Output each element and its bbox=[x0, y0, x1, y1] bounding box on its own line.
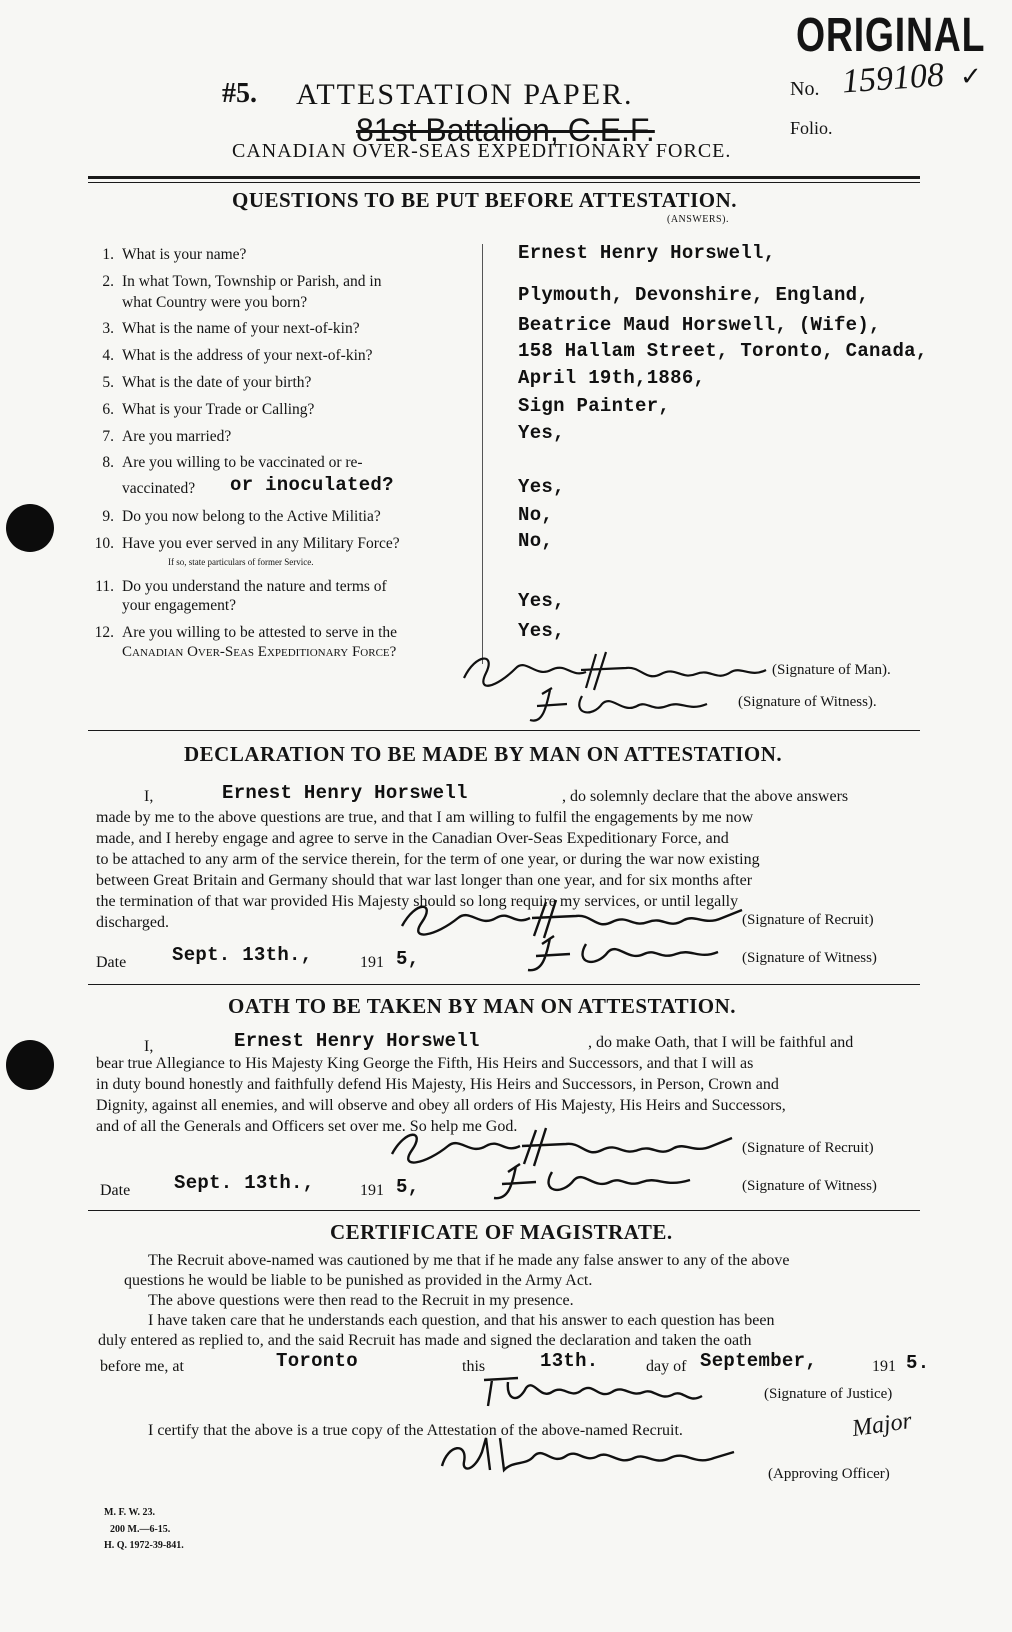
signature-witness-q bbox=[522, 684, 722, 733]
declaration-line: made, and I hereby engage and agree to serve in the Canadian Over-Seas Expeditionary Force, and bbox=[96, 830, 729, 847]
signature-man-label: (Signature of Man). bbox=[772, 662, 891, 678]
certificate-line: I have taken care that he understands each question, and that his answer to each question has been bbox=[148, 1312, 775, 1329]
declaration-i: I, bbox=[144, 788, 154, 805]
answer-served: No, bbox=[518, 530, 554, 552]
header-rule-bottom bbox=[88, 182, 920, 183]
approving-officer-label: (Approving Officer) bbox=[768, 1466, 890, 1482]
question-number: 12. bbox=[94, 624, 114, 641]
question-number: 11. bbox=[95, 578, 114, 595]
question-text: What is the date of your birth? bbox=[122, 374, 312, 391]
declaration-line: to be attached to any arm of the service therein, for the term of one year, or during the war now existing bbox=[96, 851, 760, 868]
header-rule-top bbox=[88, 176, 920, 179]
question-text-cont: vaccinated? bbox=[122, 480, 196, 497]
oath-line: Dignity, against all enemies, and will observe and obey all orders of His Majesty, His Heirs and Successors, bbox=[96, 1097, 786, 1114]
punch-hole-bottom bbox=[6, 1040, 54, 1090]
oath-line1: , do make Oath, that I will be faithful and bbox=[588, 1034, 854, 1051]
question-text: Are you married? bbox=[122, 428, 232, 445]
certificate-day: 13th. bbox=[540, 1350, 599, 1372]
answer-trade: Sign Painter, bbox=[518, 395, 671, 417]
footer-hq-ref: H. Q. 1972-39-841. bbox=[104, 1540, 184, 1551]
declaration-line: the termination of that war provided His Majesty should so long require my services, or until legally bbox=[96, 893, 739, 910]
answer-militia: No, bbox=[518, 504, 554, 526]
signature-witness-oath-label: (Signature of Witness) bbox=[742, 1178, 877, 1194]
certificate-month: September, bbox=[700, 1350, 818, 1372]
question-number: 8. bbox=[102, 454, 114, 471]
answer-vaccinated: Yes, bbox=[518, 476, 565, 498]
declaration-date: Sept. 13th., bbox=[172, 944, 313, 966]
oath-date-label: Date bbox=[100, 1182, 131, 1199]
signature-justice-label: (Signature of Justice) bbox=[764, 1386, 893, 1402]
question-text-cont: what Country were you born? bbox=[122, 294, 308, 311]
punch-hole-top bbox=[6, 504, 54, 552]
typed-inoculated: or inoculated? bbox=[230, 474, 394, 496]
answer-name: Ernest Henry Horswell, bbox=[518, 242, 776, 264]
declaration-date-label: Date bbox=[96, 954, 127, 971]
question-number: 4. bbox=[102, 347, 114, 364]
answers-label: (ANSWERS). bbox=[667, 214, 729, 225]
declaration-name: Ernest Henry Horswell bbox=[222, 782, 468, 804]
question-text: Do you understand the nature and terms of bbox=[122, 578, 387, 595]
question-number: 2. bbox=[102, 273, 114, 290]
check-mark: ✓ bbox=[960, 62, 982, 91]
signature-witness-label: (Signature of Witness). bbox=[738, 694, 877, 710]
folio-label: Folio. bbox=[790, 118, 833, 138]
original-stamp: ORIGINAL bbox=[796, 9, 986, 62]
answer-birth-date: April 19th,1886, bbox=[518, 367, 706, 389]
question-number: 7. bbox=[102, 428, 114, 445]
oath-line: and of all the Generals and Officers set over me. So help me God. bbox=[96, 1118, 518, 1135]
oath-title: OATH TO BE TAKEN BY MAN ON ATTESTATION. bbox=[228, 994, 737, 1018]
section-rule bbox=[88, 984, 920, 985]
certificate-year-prefix: 191 bbox=[872, 1358, 896, 1375]
footer-print-run: 200 M.—6-15. bbox=[110, 1524, 171, 1535]
certificate-year-suffix: 5. bbox=[906, 1352, 930, 1374]
certify-line: I certify that the above is a true copy of the Attestation of the above-named Recruit. bbox=[148, 1422, 683, 1439]
signature-justice bbox=[478, 1370, 718, 1419]
answer-bracket bbox=[482, 244, 483, 664]
certificate-line: questions he would be liable to be punished as provided in the Army Act. bbox=[124, 1272, 593, 1289]
declaration-line: made by me to the above questions are true, and that I am willing to fulfil the engagements by me now bbox=[96, 809, 754, 826]
declaration-title: DECLARATION TO BE MADE BY MAN ON ATTESTATION. bbox=[184, 742, 783, 766]
certificate-line: The above questions were then read to the Recruit in my presence. bbox=[148, 1292, 574, 1309]
signature-recruit-oath-label: (Signature of Recruit) bbox=[742, 1140, 874, 1156]
question-number: 9. bbox=[102, 508, 114, 525]
document-title: ATTESTATION PAPER. bbox=[296, 78, 634, 111]
answer-understand: Yes, bbox=[518, 590, 565, 612]
signature-recruit-label: (Signature of Recruit) bbox=[742, 912, 874, 928]
question-text: What is your name? bbox=[122, 246, 247, 263]
force-title: CANADIAN OVER-SEAS EXPEDITIONARY FORCE. bbox=[232, 140, 732, 162]
question-text: What is the address of your next-of-kin? bbox=[122, 347, 373, 364]
certificate-this: this bbox=[462, 1358, 486, 1375]
certificate-place: Toronto bbox=[276, 1350, 358, 1372]
question-number: 10. bbox=[94, 535, 114, 552]
oath-line: in duty bound honestly and faithfully defend His Majesty, His Heirs and Successors, in Person, Crown and bbox=[96, 1076, 779, 1093]
certificate-line: The Recruit above-named was cautioned by me that if he made any false answer to any of the above bbox=[148, 1252, 790, 1269]
declaration-line1: , do solemnly declare that the above answers bbox=[562, 788, 849, 805]
questions-title: QUESTIONS TO BE PUT BEFORE ATTESTATION. bbox=[232, 188, 737, 212]
oath-line: bear true Allegiance to His Majesty King George the Fifth, His Heirs and Successors, and that I will as bbox=[96, 1055, 754, 1072]
question-text-cont: Canadian Over-Seas Expeditionary Force? bbox=[122, 644, 397, 660]
question-text: Have you ever served in any Military Force? bbox=[122, 535, 400, 552]
officer-rank: Major bbox=[850, 1407, 914, 1443]
certificate-before-me: before me, at bbox=[100, 1358, 184, 1375]
declaration-line: discharged. bbox=[96, 914, 170, 931]
answer-willing: Yes, bbox=[518, 620, 565, 642]
question-text-cont: your engagement? bbox=[122, 597, 237, 614]
section-rule bbox=[88, 1210, 920, 1211]
section-rule bbox=[88, 730, 920, 731]
question-number: 1. bbox=[102, 246, 114, 263]
certificate-title: CERTIFICATE OF MAGISTRATE. bbox=[330, 1220, 673, 1244]
question-number: 6. bbox=[102, 401, 114, 418]
oath-year-prefix: 191 bbox=[360, 1182, 384, 1199]
declaration-line: between Great Britain and Germany should that war last longer than one year, and for six months after bbox=[96, 872, 753, 889]
answer-married: Yes, bbox=[518, 422, 565, 444]
declaration-year-suffix: 5, bbox=[396, 948, 420, 970]
question-number: 3. bbox=[102, 320, 114, 337]
question-text: Are you willing to be attested to serve in the bbox=[122, 624, 398, 641]
footer-form-code: M. F. W. 23. bbox=[104, 1507, 156, 1518]
certificate-line: duly entered as replied to, and the said Recruit has made and signed the declaration and taken the oath bbox=[98, 1332, 752, 1349]
oath-i: I, bbox=[144, 1038, 154, 1055]
number-label: No. bbox=[790, 78, 820, 100]
signature-approving-officer bbox=[434, 1432, 754, 1487]
battalion-stamp: 81st Battalion, C.E.F. bbox=[356, 112, 655, 148]
question-text: Are you willing to be vaccinated or re- bbox=[122, 454, 363, 471]
question-text: What is your Trade or Calling? bbox=[122, 401, 315, 418]
declaration-year-prefix: 191 bbox=[360, 954, 384, 971]
oath-year-suffix: 5, bbox=[396, 1176, 420, 1198]
signature-witness-oath bbox=[486, 1158, 716, 1213]
oath-date: Sept. 13th., bbox=[174, 1172, 315, 1194]
question-note: If so, state particulars of former Service. bbox=[168, 557, 314, 567]
answer-next-of-kin: Beatrice Maud Horswell, (Wife), bbox=[518, 314, 881, 336]
question-number: 5. bbox=[102, 374, 114, 391]
oath-name: Ernest Henry Horswell bbox=[234, 1030, 480, 1052]
answer-birthplace: Plymouth, Devonshire, England, bbox=[518, 284, 870, 306]
form-number: #5. bbox=[222, 78, 257, 109]
question-text: What is the name of your next-of-kin? bbox=[122, 320, 360, 337]
question-text: Do you now belong to the Active Militia? bbox=[122, 508, 381, 525]
question-text: In what Town, Township or Parish, and in bbox=[122, 273, 382, 290]
certificate-day-of: day of bbox=[646, 1358, 687, 1375]
signature-witness-declaration bbox=[520, 930, 740, 985]
signature-witness-declaration-label: (Signature of Witness) bbox=[742, 950, 877, 966]
number-value: 159108 bbox=[840, 56, 946, 101]
answer-kin-address: 158 Hallam Street, Toronto, Canada, bbox=[518, 340, 928, 362]
